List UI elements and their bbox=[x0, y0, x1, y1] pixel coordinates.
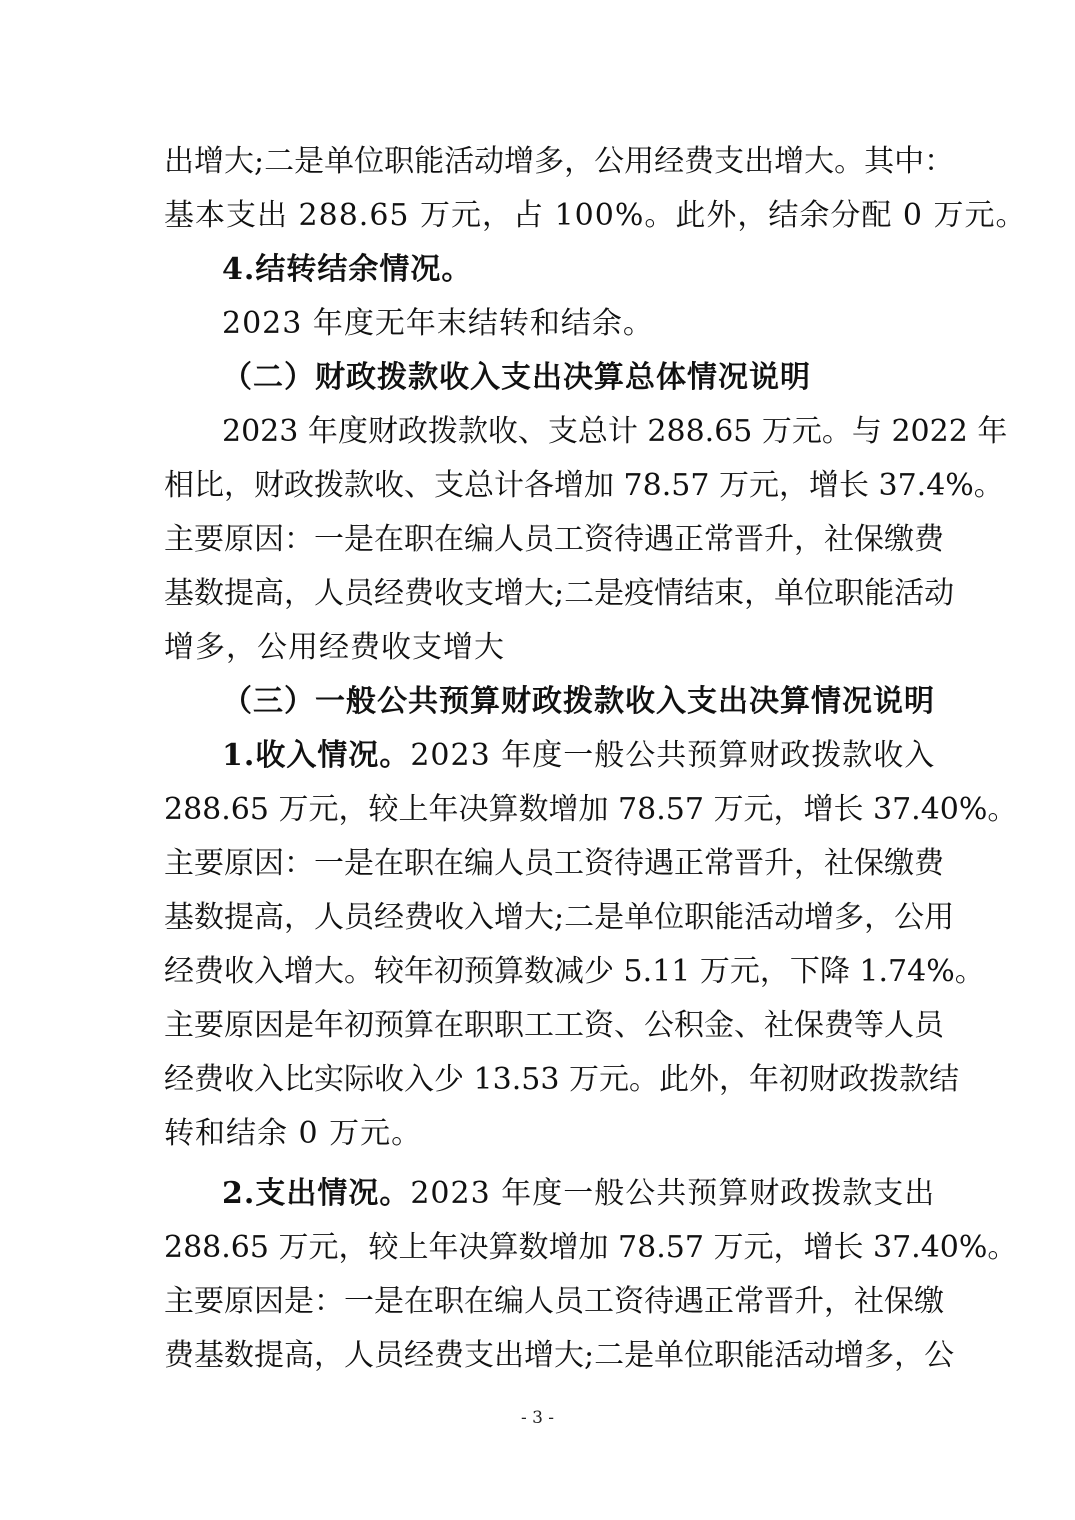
section-heading: （二）财政拨款收入支出决算总体情况说明 bbox=[222, 360, 811, 395]
paragraph-line bbox=[164, 729, 936, 783]
paragraph-line: 288.65 万元，较上年决算数增加 78.57 万元，增长 37.40%。 bbox=[164, 1230, 1018, 1265]
paragraph-line: 费基数提高，人员经费支出增大;二是单位职能活动增多，公 bbox=[164, 1338, 955, 1373]
paragraph-text: 2023 年度一般公共预算财政拨款收入 bbox=[410, 738, 936, 773]
paragraph-line: 基本支出 288.65 万元，占 100%。此外，结余分配 0 万元。 bbox=[164, 198, 1027, 233]
document-body bbox=[164, 135, 1027, 1383]
paragraph-line: 相比，财政拨款收、支总计各增加 78.57 万元，增长 37.4%。 bbox=[164, 468, 1004, 503]
paragraph-line: 基数提高，人员经费收支增大;二是疫情结束，单位职能活动 bbox=[164, 576, 955, 611]
paragraph-line: 经费收入比实际收入少 13.53 万元。此外，年初财政拨款结 bbox=[164, 1062, 959, 1097]
paragraph-text: 2023 年度一般公共预算财政拨款支出 bbox=[410, 1176, 936, 1211]
paragraph-line: 2023 年度财政拨款收、支总计 288.65 万元。与 2022 年 bbox=[222, 414, 1008, 449]
section-heading: 4.结转结余情况。 bbox=[222, 252, 473, 287]
paragraph-line: 经费收入增大。较年初预算数减少 5.11 万元，下降 1.74%。 bbox=[164, 954, 985, 989]
section-heading: （三）一般公共预算财政拨款收入支出决算情况说明 bbox=[222, 684, 935, 719]
page-number: - 3 - bbox=[520, 1408, 555, 1428]
paragraph-line: 出增大;二是单位职能活动增多，公用经费支出增大。其中： bbox=[164, 144, 955, 179]
paragraph-line: 2023 年度无年末结转和结余。 bbox=[222, 306, 654, 341]
inline-heading: 1.收入情况。 bbox=[222, 738, 411, 773]
paragraph-line: 增多，公用经费收支增大 bbox=[164, 630, 505, 665]
inline-heading: 2.支出情况。 bbox=[222, 1176, 411, 1211]
paragraph-line: 基数提高，人员经费收入增大;二是单位职能活动增多，公用 bbox=[164, 900, 955, 935]
paragraph-line: 主要原因是年初预算在职职工工资、公积金、社保费等人员 bbox=[164, 1008, 944, 1043]
paragraph-line: 主要原因：一是在职在编人员工资待遇正常晋升，社保缴费 bbox=[164, 522, 944, 557]
paragraph-line: 288.65 万元，较上年决算数增加 78.57 万元，增长 37.40%。 bbox=[164, 792, 1018, 827]
paragraph-line: 主要原因：一是在职在编人员工资待遇正常晋升，社保缴费 bbox=[164, 846, 944, 881]
paragraph-line bbox=[164, 1167, 936, 1221]
paragraph-line: 主要原因是：一是在职在编人员工资待遇正常晋升，社保缴 bbox=[164, 1284, 944, 1319]
paragraph-line: 转和结余 0 万元。 bbox=[164, 1116, 423, 1151]
